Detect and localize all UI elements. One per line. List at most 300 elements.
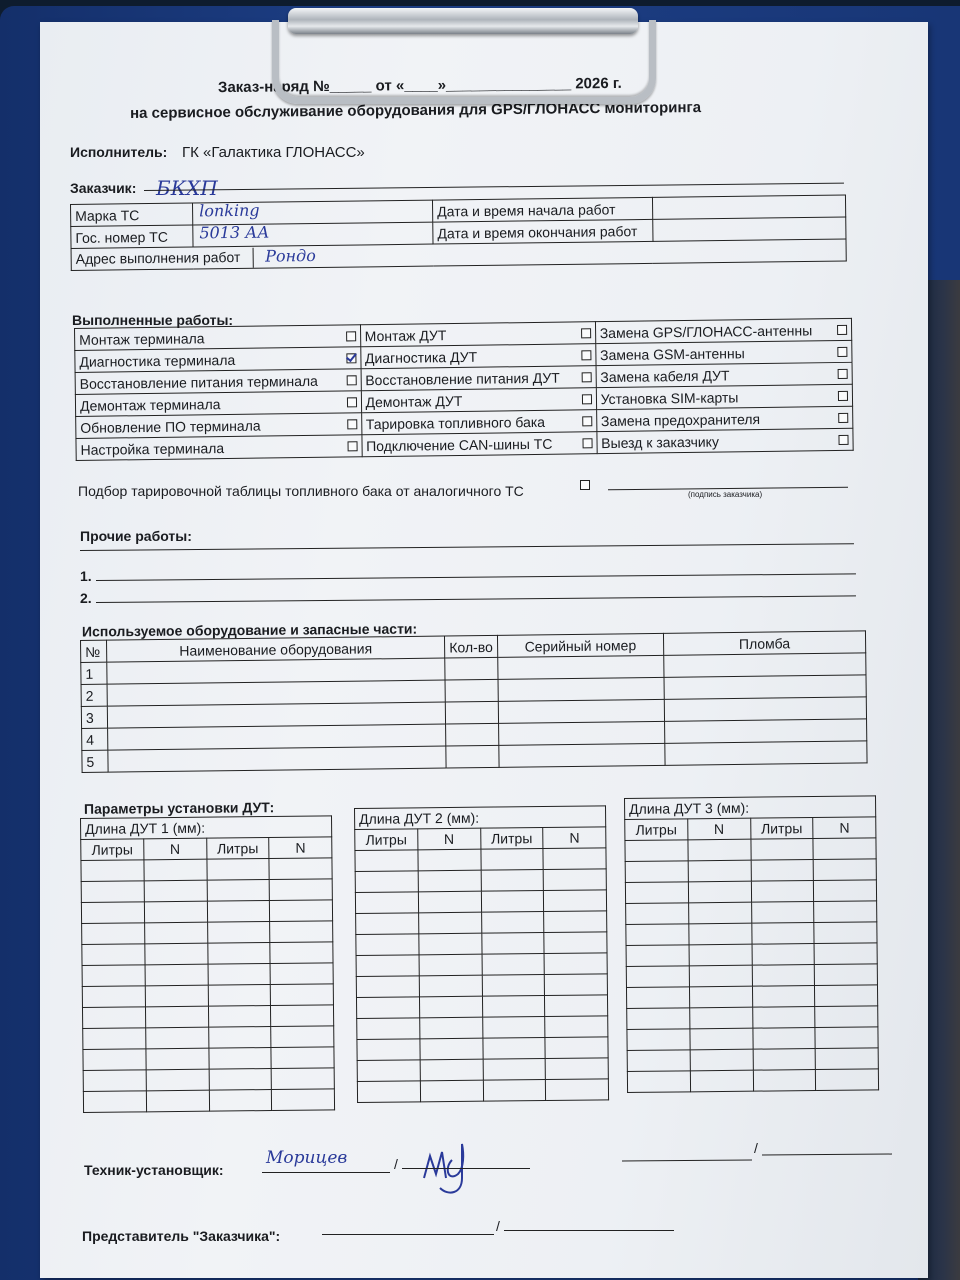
dut-row — [82, 984, 333, 1008]
dut-cell — [81, 881, 144, 903]
dut-cell — [356, 934, 419, 956]
works-table — [74, 318, 854, 461]
clipboard-clip — [268, 0, 660, 104]
dut-cell — [751, 923, 814, 945]
technician-name-line — [262, 1172, 390, 1173]
customer-rep-label: Представитель "Заказчика": — [82, 1228, 281, 1244]
dut-cell — [145, 985, 208, 1007]
work-cell — [361, 366, 596, 391]
work-label: Обновление ПО терминала — [80, 417, 261, 436]
dut-title: Параметры установки ДУТ: — [83, 799, 275, 817]
dut-cell — [483, 1059, 546, 1081]
dut-cell — [209, 1090, 272, 1112]
dut-cell — [270, 963, 333, 985]
dut-cell — [688, 881, 751, 903]
equipment-row-number: 1 — [81, 662, 107, 684]
equipment-cell — [446, 723, 499, 746]
dut-cell — [689, 944, 752, 966]
dut-cell — [356, 976, 419, 998]
dut-cell — [81, 902, 144, 924]
dut-cell — [82, 986, 145, 1008]
work-label: Замена кабеля ДУТ — [600, 366, 730, 385]
other-works-line-2 — [96, 595, 856, 603]
work-label: Тарировка топливного бака — [365, 413, 546, 432]
dut-cell — [481, 891, 544, 913]
equipment-cell — [498, 677, 664, 701]
tariff-checkbox[interactable] — [580, 480, 590, 490]
dut-row — [81, 858, 332, 882]
dut-column-header: Литры — [206, 838, 269, 860]
dut-cell — [688, 902, 751, 924]
work-checkbox[interactable] — [838, 368, 848, 378]
dut-cell — [420, 1080, 483, 1102]
equipment-cell — [499, 743, 665, 767]
equipment-header: Наименование оборудования — [107, 636, 445, 662]
equipment-cell — [664, 697, 866, 721]
dut-row — [82, 942, 333, 966]
dut-column-header: N — [417, 828, 480, 850]
dut-cell — [545, 1058, 608, 1080]
dut-caption: Длина ДУТ 3 (мм): — [625, 796, 876, 820]
dut-row — [627, 1069, 878, 1093]
dut-cell — [419, 954, 482, 976]
dut-cell — [688, 860, 751, 882]
dut-cell — [627, 1050, 690, 1072]
dut-cell — [545, 974, 608, 996]
customer-label: Заказчик: — [70, 180, 137, 196]
dut-cell — [356, 913, 419, 935]
dut-cell — [83, 1049, 146, 1071]
dut-cell — [355, 892, 418, 914]
dut-cell — [83, 1070, 146, 1092]
equipment-row-number: 2 — [81, 684, 107, 706]
dut-row — [626, 985, 877, 1009]
dut-cell — [355, 871, 418, 893]
dut-table-3 — [624, 795, 879, 1093]
technician-signature-line — [402, 1168, 530, 1169]
dut-table-1 — [80, 815, 335, 1113]
dut-cell — [815, 985, 878, 1007]
dut-cell — [689, 965, 752, 987]
extra-sign-line-1 — [622, 1160, 752, 1162]
dut-cell — [545, 995, 608, 1017]
vehicle-plate-value: 5013 АА — [199, 222, 270, 243]
dut-cell — [752, 986, 815, 1008]
dut-row — [626, 964, 877, 988]
dut-row — [627, 1048, 878, 1072]
end-time-label: Дата и время окончания работ — [433, 219, 653, 244]
dut-cell — [689, 986, 752, 1008]
work-checkbox[interactable] — [582, 438, 592, 448]
dut-cell — [814, 943, 877, 965]
dut-cell — [418, 891, 481, 913]
dut-cell — [814, 880, 877, 902]
signature-caption: (подпись заказчика) — [688, 490, 763, 499]
equipment-table — [80, 630, 868, 773]
dut-cell — [271, 1068, 334, 1090]
dut-cell — [483, 1080, 546, 1102]
dut-cell — [418, 870, 481, 892]
address-value: Рондо — [265, 246, 316, 266]
equipment-cell — [108, 746, 446, 772]
dut-cell — [545, 1016, 608, 1038]
dut-column-header: N — [687, 818, 750, 840]
works-title: Выполненные работы: — [72, 312, 234, 328]
customer-rep-line-1 — [322, 1234, 494, 1235]
dut-row — [356, 974, 607, 998]
dut-cell — [626, 924, 689, 946]
work-checkbox[interactable] — [582, 416, 592, 426]
technician-signature — [418, 1138, 478, 1196]
dut-cell — [355, 850, 418, 872]
start-time-value — [652, 195, 846, 219]
dut-row — [625, 838, 876, 862]
dut-cell — [690, 1049, 753, 1071]
other-works-num-1: 1. — [80, 568, 92, 584]
vehicle-plate-label: Гос. номер ТС — [71, 225, 193, 248]
dut-cell — [689, 1007, 752, 1029]
work-label: Диагностика ДУТ — [364, 348, 478, 366]
dut-cell — [626, 966, 689, 988]
dut-cell — [356, 997, 419, 1019]
dut-cell — [544, 953, 607, 975]
dut-cell — [144, 880, 207, 902]
work-checkbox[interactable] — [837, 346, 847, 356]
equipment-cell — [497, 655, 663, 679]
dut-cell — [207, 901, 270, 923]
dut-column-header: Литры — [355, 829, 418, 851]
dut-cell — [146, 1069, 209, 1091]
dut-cell — [482, 975, 545, 997]
work-label: Демонтаж ДУТ — [365, 392, 463, 410]
equipment-cell — [446, 745, 499, 768]
other-works-num-2: 2. — [80, 590, 92, 606]
work-label: Замена GPS/ГЛОНАСС-антенны — [599, 321, 813, 341]
dut-cell — [814, 901, 877, 923]
dut-cell — [82, 965, 145, 987]
dut-cell — [690, 1070, 753, 1092]
dut-cell — [688, 839, 751, 861]
dut-cell — [146, 1048, 209, 1070]
dut-row — [81, 879, 332, 903]
dut-row — [356, 995, 607, 1019]
work-cell — [361, 410, 596, 435]
work-checkbox[interactable] — [346, 397, 356, 407]
customer-value: БКХП — [156, 176, 218, 200]
work-checkbox[interactable] — [581, 372, 591, 382]
work-checkbox[interactable] — [347, 441, 357, 451]
work-checkbox[interactable] — [838, 412, 848, 422]
dut-cell — [753, 1049, 816, 1071]
title-line-1: Заказ-наряд №_____ от «____»_______________ 2026 г. — [217, 74, 622, 97]
dut-cell — [815, 964, 878, 986]
dut-cell — [145, 1027, 208, 1049]
work-label: Восстановление питания терминала — [79, 372, 319, 392]
address-label: Адрес выполнения работ — [75, 248, 241, 267]
dut-cell — [144, 901, 207, 923]
dut-cell — [82, 923, 145, 945]
dut-row — [357, 1079, 608, 1103]
dut-cell — [482, 996, 545, 1018]
dut-cell — [750, 839, 813, 861]
dut-table-2 — [354, 805, 609, 1103]
dut-cell — [269, 879, 332, 901]
dut-cell — [543, 869, 606, 891]
dut-cell — [626, 903, 689, 925]
dut-row — [356, 932, 607, 956]
equipment-header: № — [81, 640, 107, 662]
dut-row — [82, 1005, 333, 1029]
work-order-sheet — [40, 22, 928, 1278]
dut-cell — [271, 1026, 334, 1048]
dut-cell — [208, 985, 271, 1007]
dut-cell — [751, 902, 814, 924]
dut-cell — [269, 858, 332, 880]
dut-cell — [418, 849, 481, 871]
dut-cell — [544, 890, 607, 912]
work-checkbox[interactable] — [837, 324, 847, 334]
dut-row — [355, 848, 606, 872]
vehicle-table — [70, 195, 847, 272]
work-cell — [361, 432, 596, 457]
work-checkbox[interactable] — [347, 419, 357, 429]
dut-cell — [815, 1048, 878, 1070]
dut-cell — [270, 900, 333, 922]
dut-cell — [816, 1069, 879, 1091]
dut-row — [626, 922, 877, 946]
dut-cell — [626, 987, 689, 1009]
dut-cell — [82, 1007, 145, 1029]
extra-separator: / — [754, 1140, 758, 1156]
work-label: Демонтаж терминала — [79, 395, 221, 414]
dut-cell — [144, 859, 207, 881]
dut-row — [357, 1058, 608, 1082]
dut-cell — [206, 859, 269, 881]
dut-cell — [145, 1006, 208, 1028]
equipment-row-number: 5 — [82, 750, 108, 772]
executor-value: ГК «Галактика ГЛОНАСС» — [182, 144, 365, 161]
dut-row — [82, 963, 333, 987]
customer-rep-separator: / — [496, 1218, 500, 1234]
dut-row — [83, 1026, 334, 1050]
dut-cell — [419, 996, 482, 1018]
dut-cell — [544, 911, 607, 933]
dut-row — [627, 1006, 878, 1030]
work-label: Замена GSM-антенны — [599, 344, 745, 363]
equipment-cell — [445, 701, 498, 724]
other-works-line-1 — [96, 573, 856, 581]
dut-cell — [419, 975, 482, 997]
dut-row — [626, 943, 877, 967]
dut-row — [81, 900, 332, 924]
dut-row — [356, 953, 607, 977]
work-cell — [76, 435, 362, 461]
work-label: Подключение CAN-шины ТС — [366, 435, 553, 454]
dut-cell — [207, 880, 270, 902]
dut-cell — [208, 1006, 271, 1028]
dut-row — [355, 890, 606, 914]
dut-cell — [271, 1005, 334, 1027]
dut-row — [83, 1089, 334, 1113]
dut-cell — [626, 945, 689, 967]
extra-sign-line-2 — [762, 1154, 892, 1156]
start-time-label: Дата и время начала работ — [433, 197, 653, 222]
dut-cell — [82, 944, 145, 966]
dut-cell — [546, 1079, 609, 1101]
work-checkbox[interactable] — [581, 350, 591, 360]
dut-cell — [209, 1069, 272, 1091]
work-cell — [360, 322, 595, 347]
dut-column-header: N — [813, 817, 876, 839]
work-checkbox[interactable] — [346, 353, 356, 363]
work-checkbox[interactable] — [582, 394, 592, 404]
dut-cell — [813, 838, 876, 860]
dut-cell — [625, 882, 688, 904]
dut-cell — [543, 848, 606, 870]
dut-cell — [752, 944, 815, 966]
dut-caption: Длина ДУТ 1 (мм): — [81, 816, 332, 840]
equipment-cell — [665, 741, 867, 765]
dut-cell — [752, 1007, 815, 1029]
work-checkbox[interactable] — [838, 434, 848, 444]
dut-column-header: N — [143, 838, 206, 860]
equipment-cell — [664, 675, 866, 699]
dut-column-header: Литры — [81, 839, 144, 861]
dut-cell — [753, 1070, 816, 1092]
dut-cell — [83, 1091, 146, 1113]
work-checkbox[interactable] — [346, 375, 356, 385]
work-label: Выезд к заказчику — [601, 433, 719, 451]
dut-cell — [481, 912, 544, 934]
equipment-header: Кол-во — [445, 635, 498, 658]
dut-cell — [83, 1028, 146, 1050]
dut-row — [83, 1047, 334, 1071]
dut-cell — [356, 955, 419, 977]
dut-cell — [545, 1037, 608, 1059]
dut-cell — [208, 1027, 271, 1049]
dut-cell — [752, 965, 815, 987]
equipment-row-number: 3 — [81, 706, 107, 728]
dut-caption: Длина ДУТ 2 (мм): — [355, 806, 606, 830]
customer-rep-line-2 — [504, 1230, 674, 1231]
dut-column-header: Литры — [480, 828, 543, 850]
work-label: Восстановление питания ДУТ — [365, 369, 560, 388]
dut-cell — [480, 849, 543, 871]
equipment-header: Пломба — [663, 631, 865, 655]
dut-cell — [208, 1048, 271, 1070]
dut-cell — [270, 942, 333, 964]
dut-cell — [627, 1008, 690, 1030]
work-checkbox[interactable] — [838, 390, 848, 400]
dut-cell — [625, 840, 688, 862]
equipment-cell — [498, 699, 664, 723]
equipment-header: Серийный номер — [497, 633, 663, 657]
work-label: Монтаж ДУТ — [364, 326, 447, 344]
dut-cell — [625, 861, 688, 883]
dut-row — [355, 869, 606, 893]
dut-column-header: N — [543, 827, 606, 849]
work-checkbox[interactable] — [346, 331, 356, 341]
dut-cell — [752, 1028, 815, 1050]
equipment-cell — [498, 721, 664, 745]
dut-cell — [418, 912, 481, 934]
dut-cell — [481, 933, 544, 955]
vehicle-brand-label: Марка ТС — [71, 203, 193, 226]
equipment-title: Используемое оборудование и запасные части: — [81, 620, 418, 640]
dut-cell — [357, 1060, 420, 1082]
dut-cell — [627, 1071, 690, 1093]
dut-cell — [481, 870, 544, 892]
dut-cell — [208, 964, 271, 986]
technician-separator: / — [394, 1156, 398, 1172]
dut-cell — [751, 881, 814, 903]
technician-name: Морицев — [266, 1148, 348, 1168]
dut-cell — [207, 943, 270, 965]
tariff-label: Подбор тарировочной таблицы топливного бака от аналогичного ТС — [78, 483, 524, 499]
dut-row — [356, 911, 607, 935]
equipment-cell — [664, 719, 866, 743]
other-works-line-0 — [80, 543, 854, 551]
technician-label: Техник-установщик: — [84, 1162, 224, 1178]
dut-row — [625, 859, 876, 883]
equipment-cell — [445, 657, 498, 680]
dut-cell — [207, 922, 270, 944]
dut-cell — [689, 923, 752, 945]
title-line-2: на сервисное обслуживание оборудования для GPS/ГЛОНАСС мониторинга — [129, 99, 702, 122]
dut-cell — [272, 1089, 335, 1111]
dut-cell — [482, 1017, 545, 1039]
dut-cell — [419, 933, 482, 955]
work-checkbox[interactable] — [581, 328, 591, 338]
customer-underline — [144, 183, 844, 191]
dut-row — [357, 1016, 608, 1040]
dut-cell — [813, 859, 876, 881]
dut-cell — [815, 1027, 878, 1049]
work-label: Диагностика терминала — [79, 351, 236, 370]
dut-cell — [627, 1029, 690, 1051]
dut-cell — [815, 1006, 878, 1028]
work-label: Замена предохранителя — [600, 410, 761, 429]
dut-cell — [814, 922, 877, 944]
dut-cell — [357, 1081, 420, 1103]
dut-row — [82, 921, 333, 945]
dut-cell — [271, 1047, 334, 1069]
work-cell — [597, 428, 854, 453]
dut-cell — [270, 921, 333, 943]
dut-cell — [751, 860, 814, 882]
dut-row — [357, 1037, 608, 1061]
executor-label: Исполнитель: — [70, 144, 168, 160]
work-label: Установка SIM-карты — [600, 388, 739, 407]
dut-cell — [420, 1059, 483, 1081]
dut-column-header: N — [269, 837, 332, 859]
dut-cell — [145, 964, 208, 986]
work-cell — [360, 344, 595, 369]
dut-cell — [146, 1090, 209, 1112]
other-works-title: Прочие работы: — [80, 528, 192, 544]
equipment-cell — [445, 679, 498, 702]
dut-cell — [419, 1017, 482, 1039]
dut-row — [626, 901, 877, 925]
work-label: Монтаж терминала — [79, 329, 205, 348]
dut-cell — [271, 984, 334, 1006]
equipment-row-number: 4 — [82, 728, 108, 750]
dut-row — [83, 1068, 334, 1092]
dut-cell — [690, 1028, 753, 1050]
dut-cell — [544, 932, 607, 954]
dut-cell — [357, 1018, 420, 1040]
vehicle-brand-value: lonking — [199, 200, 260, 221]
